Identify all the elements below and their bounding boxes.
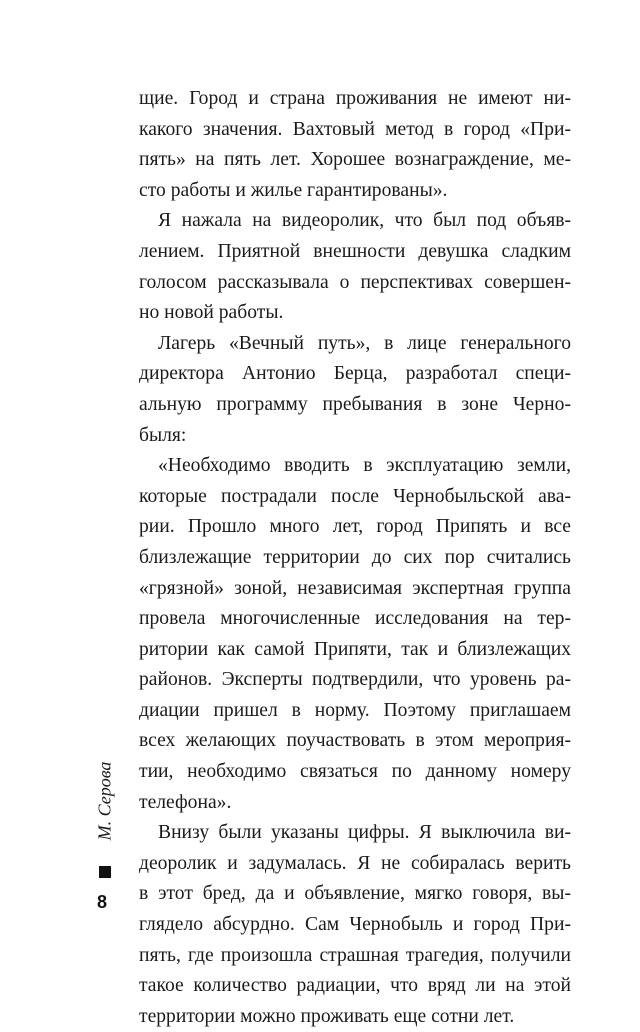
text-line: лением. Приятной внешности девушка сладким [139,240,571,262]
text-line: районов. Эксперты подтвердили, что уровень ра- [139,669,571,691]
text-line: такое количество радиации, что вряд ли на этой [139,975,571,997]
running-author-text: М. Серова [94,761,115,841]
text-line: рии. Прошло много лет, город Припять и все [139,516,571,538]
text-line: ритории как самой Припяти, так и близлежащих [139,638,571,660]
text-line: территории можно проживать еще сотни лет. [139,1005,515,1027]
running-marker-square [99,866,111,878]
text-line: тии, необходимо связаться по данному номеру [139,761,571,783]
text-line: какого значения. Вахтовый метод в город «При- [139,118,571,140]
text-line: но новой работы. [139,302,284,324]
text-line: пять» на пять лет. Хорошее вознаграждение, ме- [139,149,571,171]
text-line: щие. Город и страна проживания не имеют ни- [139,88,571,109]
text-line: Я нажала на видеоролик, что был под объяв- [158,210,571,232]
text-line: быля: [139,424,187,446]
text-line: телефона». [139,791,232,813]
text-line: Внизу были указаны цифры. Я выключила ви- [158,822,571,844]
text-line: глядело абсурдно. Сам Чернобыль и город При- [139,914,571,936]
text-line: директора Антонио Берца, разработал специ- [139,363,571,385]
text-line: Лагерь «Вечный путь», в лице генерального [158,332,571,354]
text-line: диации пришел в норму. Поэтому приглашаем [139,699,571,721]
body-text [139,84,571,1032]
text-line: близлежащие территории до сих пор считались [139,546,571,568]
text-line: «грязной» зоной, независимая экспертная группа [139,577,571,599]
text-line: деоролик и задумалась. Я не собиралась верить [139,852,571,874]
page-number: 8 [97,892,108,912]
text-line: провела многочисленные исследования на тер- [139,608,571,630]
text-line: альную программу пребывания в зоне Черно- [139,393,571,415]
text-line: которые пострадали после Чернобыльской ава- [139,485,571,507]
text-line: голосом рассказывала о перспективах совершен- [139,271,571,293]
text-line: в этот бред, да и объявление, мягко говоря, вы- [139,883,571,905]
text-line: «Необходимо вводить в эксплуатацию земли, [158,455,571,477]
text-line: сто работы и жилье гарантированы». [139,179,448,201]
text-line: пять, где произошла страшная трагедия, получили [139,944,571,966]
running-author [95,742,115,860]
text-line: всех желающих поучаствовать в этом мероприя- [139,730,571,752]
